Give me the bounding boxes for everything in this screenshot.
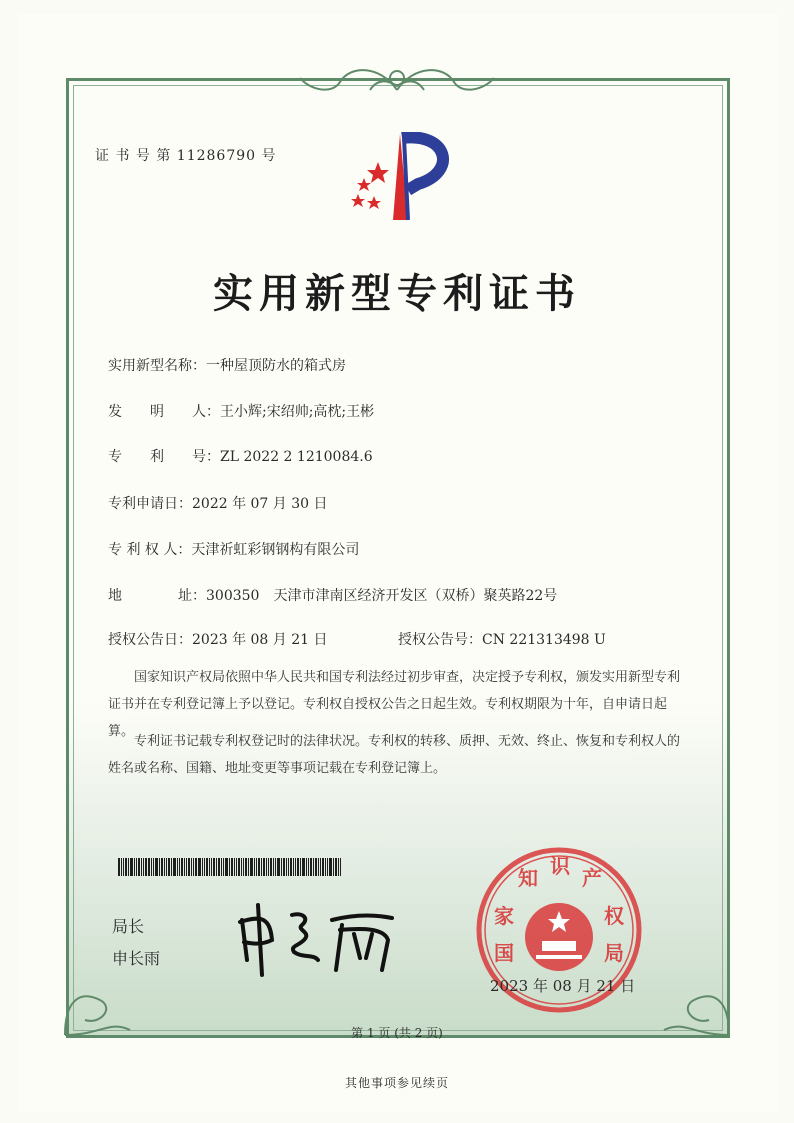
inventor-row	[108, 401, 374, 421]
certificate-number: 证 书 号 第 11286790 号	[95, 148, 277, 164]
patentee-row	[108, 539, 359, 559]
patentee-label: 专 利 权 人：	[108, 542, 192, 558]
grant-date-row	[108, 629, 328, 649]
signatory-name: 申长雨	[112, 949, 161, 968]
svg-text:家: 家	[494, 904, 514, 928]
grant-date-label: 授权公告日：	[108, 632, 192, 648]
utility-model-name-row	[108, 355, 346, 375]
application-date-label: 专利申请日：	[108, 496, 192, 512]
address-value: 300350 天津市津南区经济开发区（双桥）聚英路22号	[206, 588, 558, 604]
top-ornament	[280, 60, 514, 100]
name-value: 一种屋顶防水的箱式房	[206, 358, 346, 374]
grant-number-label: 授权公告号：	[398, 632, 482, 648]
signatory-role: 局长	[112, 917, 145, 936]
seal-date: 2023 年 08 月 21 日	[490, 977, 636, 995]
address-row	[108, 585, 557, 605]
patent-number-value: ZL 2022 2 1210084.6	[220, 449, 373, 465]
handwritten-signature	[232, 900, 402, 980]
inventor-label: 发 明 人：	[108, 404, 220, 420]
grant-number-value: CN 221313498 U	[482, 632, 606, 648]
barcode	[118, 858, 388, 876]
address-label: 地 址：	[108, 588, 206, 604]
svg-text:识: 识	[550, 854, 570, 878]
footer-note: 其他事项参见续页	[344, 1076, 449, 1090]
svg-text:局: 局	[604, 941, 624, 965]
page-indicator: 第 1 页 (共 2 页)	[351, 1026, 443, 1040]
patent-number-row	[108, 446, 373, 466]
document-title: 实用新型专利证书	[213, 270, 581, 317]
name-label: 实用新型名称：	[108, 358, 206, 374]
svg-text:产: 产	[582, 866, 602, 890]
patentee-value: 天津祈虹彩钢钢构有限公司	[191, 542, 360, 558]
application-date-row	[108, 493, 328, 513]
grant-date-value: 2023 年 08 月 21 日	[192, 632, 328, 648]
certification-paragraph-2: 专利证书记载专利权登记时的法律状况。专利权的转移、质押、无效、终止、恢复和专利权人的姓名或名称、国籍、地址变更等事项记载在专利登记簿上。	[108, 734, 681, 776]
certification-paragraph-1: 国家知识产权局依照中华人民共和国专利法经过初步审查，决定授予专利权，颁发实用新型专利证书并在专利登记簿上予以登记。专利权自授权公告之日起生效。专利权期限为十年，自申请日起算。	[108, 670, 681, 739]
grant-number-row	[398, 629, 606, 649]
inventor-value: 王小辉;宋绍帅;高枕;王彬	[220, 404, 375, 420]
patent-number-label: 专 利 号：	[108, 449, 220, 465]
application-date-value: 2022 年 07 月 30 日	[192, 496, 328, 512]
cnipa-logo-icon	[338, 132, 458, 224]
svg-text:国: 国	[494, 941, 514, 965]
svg-text:知: 知	[518, 866, 538, 890]
svg-text:权: 权	[604, 904, 624, 928]
